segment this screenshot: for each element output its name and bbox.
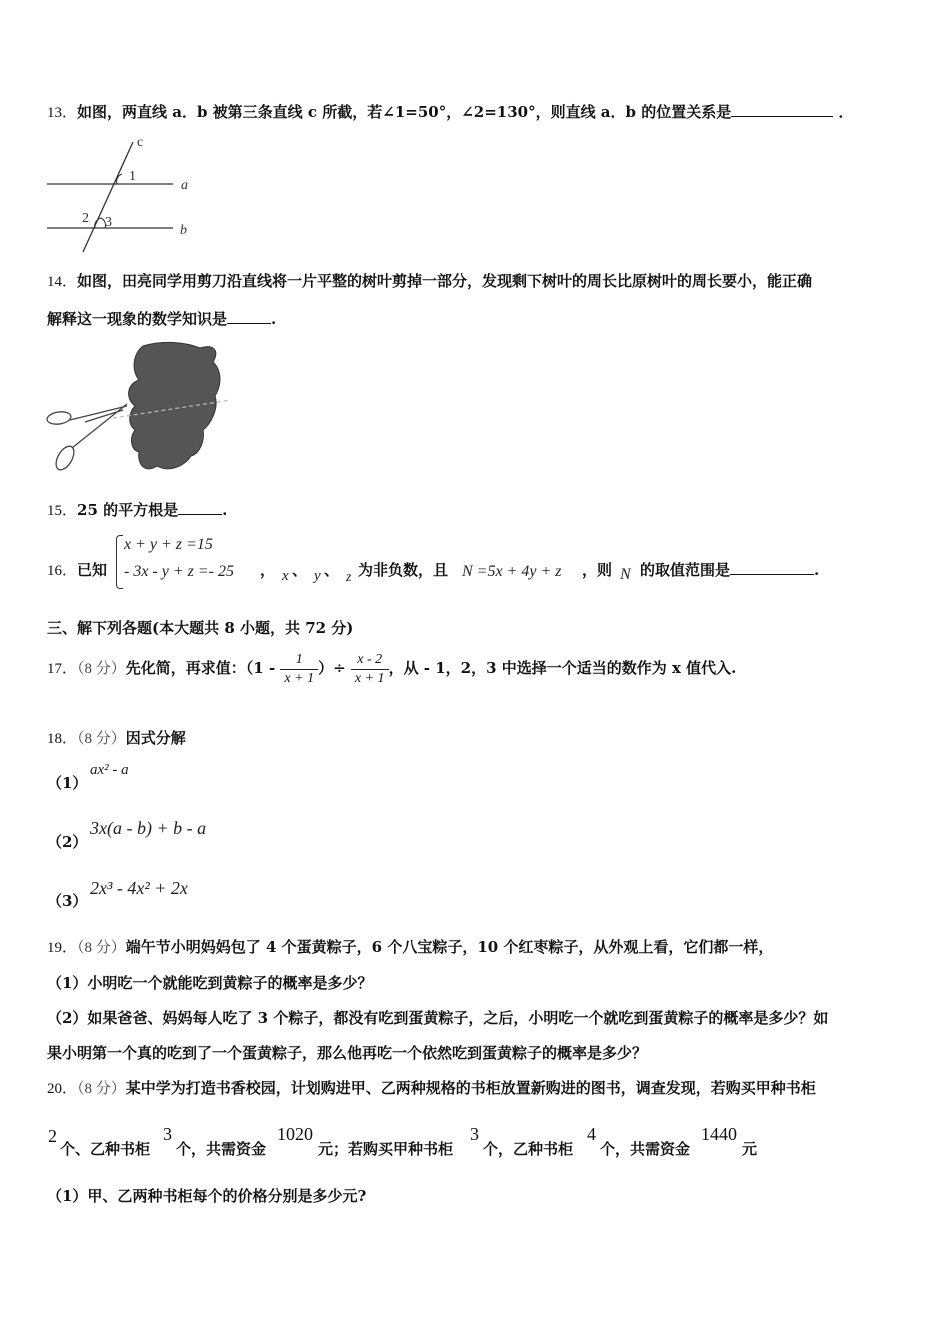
q19-line (47, 937, 773, 958)
q17-frac1-num: 1 (280, 651, 318, 670)
q18-score: （8 分） (77, 731, 126, 747)
label-2: 2 (82, 211, 89, 226)
q15-text: 25 的平方根是 (77, 501, 179, 519)
q17-fraction-2 (351, 651, 389, 688)
label-c: c (137, 135, 144, 150)
q13-answer-blank[interactable] (731, 102, 833, 117)
q20-part1: （1）甲、乙两种书柜每个的价格分别是多少元? (47, 1187, 367, 1205)
q18-part1-label: （1） (47, 774, 88, 792)
q16-number: 16． (47, 563, 78, 579)
q16-eq2: - 3x - y + z =- 25 (124, 563, 235, 580)
q14-text-2: 解释这一现象的数学知识是 (47, 310, 228, 328)
q18-part2-expr: 3x(a - b) + b - a (90, 818, 207, 838)
q16-var-n: N (620, 566, 631, 583)
q17-fraction-1 (280, 651, 318, 688)
q13-number: 13． (47, 105, 78, 121)
q20-n4: 3 (470, 1124, 479, 1144)
q16-lead: 已知 (77, 561, 108, 579)
q16-sep1: 、 (292, 561, 308, 579)
q16-var-z: z (346, 570, 352, 585)
q20-t5: 个，共需资金 (600, 1140, 691, 1158)
q18-title: 因式分解 (125, 729, 186, 747)
q17-line (47, 646, 736, 691)
q17-tail: ，从 - 1，2，3 中选择一个适当的数作为 x 值代入. (388, 659, 737, 677)
q18-number: 18． (47, 731, 78, 747)
q15-number: 15． (47, 503, 78, 519)
q14-number: 14． (47, 274, 78, 290)
q14-line1 (47, 271, 812, 292)
label-b: b (180, 223, 187, 238)
q17-number: 17． (47, 661, 78, 677)
q16-var-x: x (282, 568, 289, 584)
q19-part1: （1）小明吃一个就能吃到黄粽子的概率是多少？ (47, 974, 373, 992)
label-1: 1 (129, 169, 136, 184)
q20-t4: 个，乙种书柜 (483, 1140, 574, 1158)
q19-text: 端午节小明妈妈包了 4 个蛋黄粽子，6 个八宝粽子，10 个红枣粽子，从外观上看，它们都一样， (125, 938, 774, 956)
q13-end: ． (838, 103, 854, 121)
q20-t6: 元 (742, 1140, 758, 1158)
q19-part2-line1: （2）如果爸爸、妈妈每人吃了 3 个粽子，都没有吃到蛋黄粽子，之后，小明吃一个就吃到蛋黄粽子的概率是多少？如 (47, 1009, 829, 1027)
q20-n5: 4 (587, 1124, 596, 1144)
q17-close: ）÷ (318, 659, 346, 677)
q20-number: 20． (47, 1081, 78, 1097)
q17-lead: 先化简，再求值：（1 - (125, 659, 276, 677)
q16-mid2: ，则 (582, 561, 613, 579)
q16-end: . (814, 561, 820, 579)
q20-t2: 个，共需资金 (176, 1140, 267, 1158)
q19-score: （8 分） (77, 940, 126, 956)
section3-title: 三、解下列各题(本大题共 8 小题，共 72 分) (47, 619, 354, 637)
q20-n2: 3 (163, 1124, 172, 1144)
q18-line (47, 728, 186, 749)
q20-n3: 1020 (277, 1124, 313, 1144)
q15-end: . (222, 501, 228, 519)
q16-var-y: y (314, 568, 321, 584)
q17-frac2-den: x + 1 (354, 670, 385, 686)
q16-system-brace (116, 535, 123, 589)
q14-text-1: 如图，田亮同学用剪刀沿直线将一片平整的树叶剪掉一部分，发现剩下树叶的周长比原树叶的周长要小，能正确 (77, 272, 813, 290)
q16-expr: N =5x + 4y + z (462, 563, 562, 580)
q14-leaf-figure (45, 338, 240, 478)
q14-line2 (47, 309, 276, 329)
q13-figure (45, 130, 205, 250)
q13-text: 如图，两直线 a．b 被第三条直线 c 所截，若∠1=50°，∠2=130°，则直线 a．b 的位置关系是 (77, 103, 732, 121)
q16-comma: ， (260, 561, 276, 579)
label-a: a (181, 178, 188, 193)
q17-score: （8 分） (77, 661, 126, 677)
q16-tail-line (640, 560, 819, 580)
q16-answer-blank[interactable] (730, 560, 814, 575)
q20-line1 (47, 1078, 816, 1099)
q20-text-1: 某中学为打造书香校园，计划购进甲、乙两种规格的书柜放置新购进的图书，调查发现，若购买甲种书柜 (125, 1079, 816, 1097)
q17-frac1-den: x + 1 (284, 670, 315, 686)
q15-answer-blank[interactable] (178, 500, 222, 515)
q20-t1: 个、乙种书柜 (60, 1140, 151, 1158)
q18-part1-expr: ax² - a (90, 762, 129, 778)
q20-n6: 1440 (701, 1124, 737, 1144)
q18-part3-label: （3） (47, 892, 88, 910)
q19-part2-line2: 果小明第一个真的吃到了一个蛋黄粽子，那么他再吃一个依然吃到蛋黄粽子的概率是多少？ (47, 1044, 648, 1062)
q16-number-lead (47, 560, 107, 581)
q14-answer-blank[interactable] (227, 309, 271, 324)
q19-number: 19． (47, 940, 78, 956)
q20-t3: 元；若购买甲种书柜 (318, 1140, 454, 1158)
label-3: 3 (105, 215, 112, 230)
q20-score: （8 分） (77, 1081, 126, 1097)
q13-line (47, 102, 853, 123)
q16-tail: 的取值范围是 (640, 561, 731, 579)
q18-part2-label: （2） (47, 833, 88, 851)
q14-end: . (271, 310, 277, 328)
q18-part3-expr: 2x³ - 4x² + 2x (90, 878, 188, 898)
q20-n1: 2 (48, 1126, 57, 1146)
q16-eq1: x + y + z =15 (124, 536, 213, 553)
q16-sep2: 、 (324, 561, 340, 579)
q15-line (47, 500, 227, 521)
q17-frac2-num: x - 2 (351, 651, 389, 670)
q16-mid: 为非负数，且 (358, 561, 449, 579)
scissors-icon (46, 404, 127, 473)
leaf-shape (129, 342, 220, 468)
line-c (83, 142, 133, 252)
